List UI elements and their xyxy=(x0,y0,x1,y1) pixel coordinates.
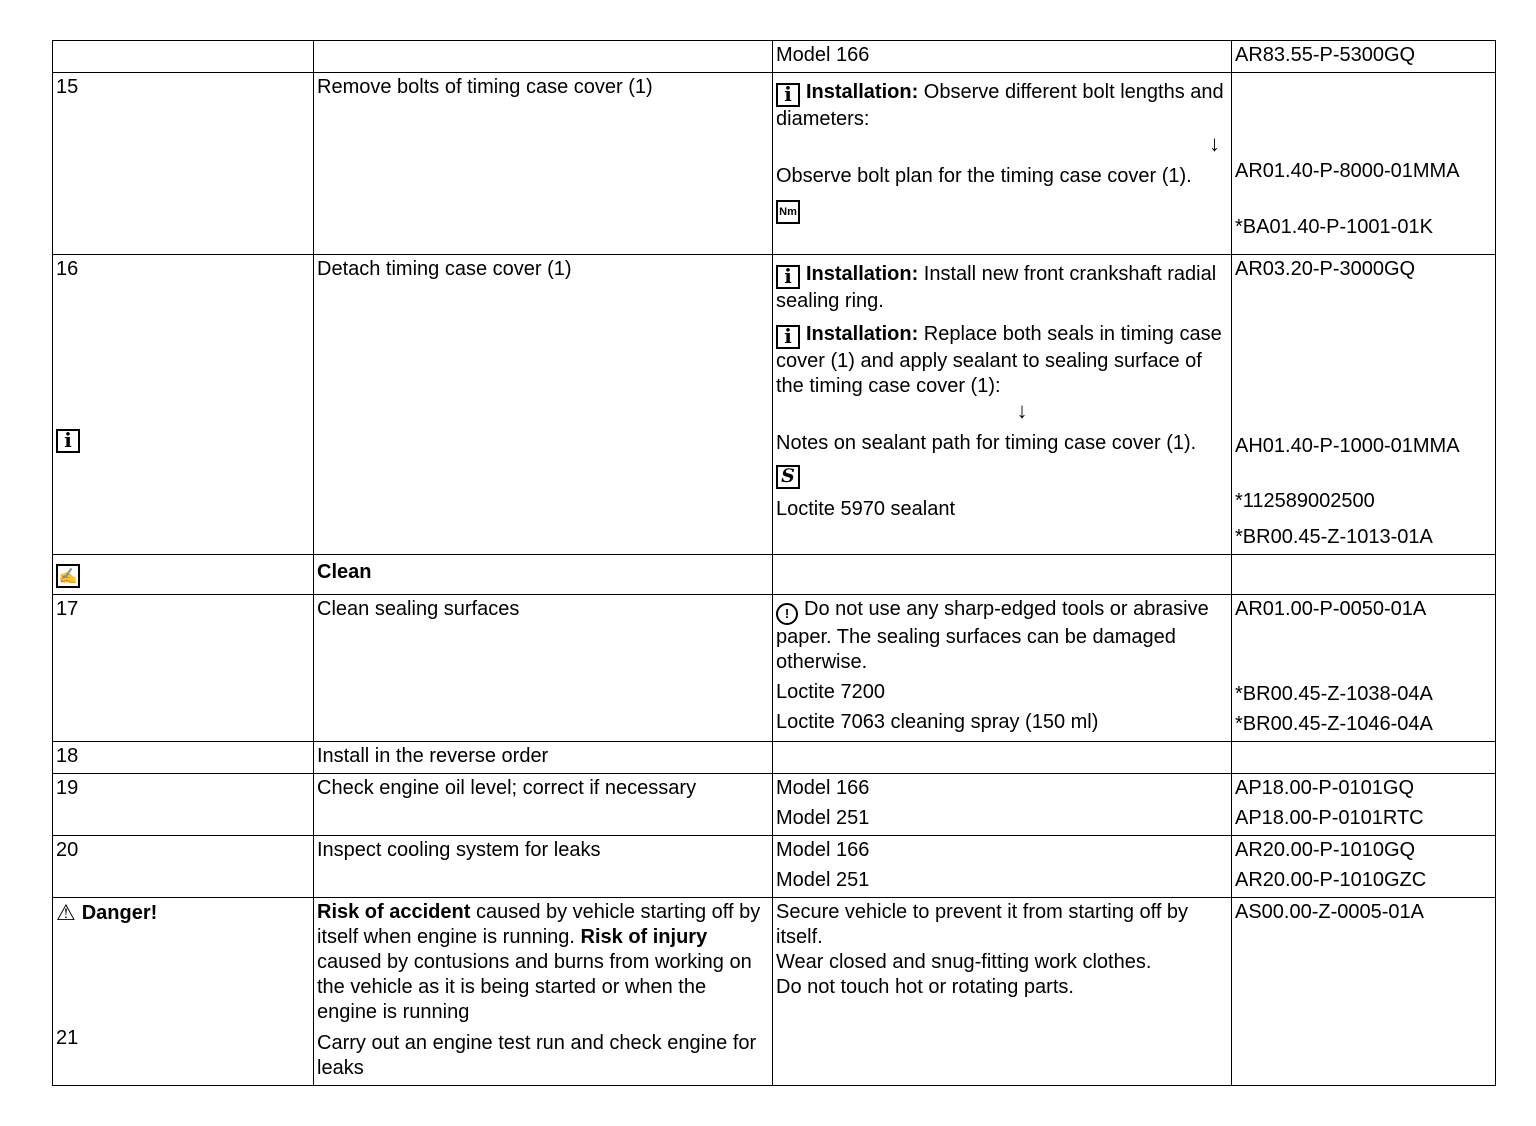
table-row xyxy=(53,774,1496,836)
reference-link[interactable]: AR20.00-P-1010GZC xyxy=(1235,869,1427,891)
table-row xyxy=(53,836,1496,898)
torque-icon: Nm xyxy=(776,200,800,224)
info-icon: i xyxy=(56,429,80,453)
reference-link[interactable]: AR01.00-P-0050-01A xyxy=(1235,598,1427,620)
reference-link[interactable]: *BR00.45-Z-1046-04A xyxy=(1235,713,1433,735)
reference-link[interactable]: AP18.00-P-0101RTC xyxy=(1235,807,1424,829)
info-icon: i xyxy=(776,325,800,349)
reference-link[interactable]: *BR00.45-Z-1038-04A xyxy=(1235,683,1433,705)
risk-text: caused by contusions and burns from working on the vehicle as it is being started or when the engine is running xyxy=(317,951,752,1023)
note-text: Install new front crankshaft radial sealing ring. xyxy=(776,263,1217,312)
step-number: 16 xyxy=(56,258,79,280)
special-tool-icon: S xyxy=(776,465,800,489)
step-task: Check engine oil level; correct if necessary xyxy=(317,777,697,799)
step-number: 19 xyxy=(56,777,79,799)
model-label: Model 251 xyxy=(776,869,870,891)
reference-link[interactable]: AS00.00-Z-0005-01A xyxy=(1235,901,1425,923)
step-number: 20 xyxy=(56,839,79,861)
step-number: 15 xyxy=(56,76,79,98)
model-label: Model 166 xyxy=(776,777,870,799)
procedure-table xyxy=(52,40,1496,1086)
step-task: Install in the reverse order xyxy=(317,745,549,767)
reference-link[interactable]: AP18.00-P-0101GQ xyxy=(1235,777,1414,799)
step-task: Detach timing case cover (1) xyxy=(317,258,572,280)
stop-warning-icon: ! xyxy=(776,603,798,625)
table-row xyxy=(53,898,1496,1086)
risk-title: Risk of injury xyxy=(580,926,708,948)
table-row xyxy=(53,73,1496,255)
table-row xyxy=(53,255,1496,555)
note-text: Notes on sealant path for timing case cover (1). xyxy=(776,432,1197,454)
info-icon: i xyxy=(776,83,800,107)
table-row xyxy=(53,41,1496,73)
model-label: Model 251 xyxy=(776,807,870,829)
reference-link[interactable]: *BR00.45-Z-1013-01A xyxy=(1235,526,1433,548)
section-title: Clean xyxy=(317,561,372,583)
step-number: 21 xyxy=(56,1027,79,1049)
model-label: Model 166 xyxy=(776,44,870,66)
safety-measure: Secure vehicle to prevent it from starting off by itself. xyxy=(776,901,1189,948)
note-label: Installation: xyxy=(806,323,919,345)
cleaning-icon: ✍ xyxy=(56,564,80,588)
reference-link[interactable]: AR01.40-P-8000-01MMA xyxy=(1235,160,1460,182)
arrow-down-icon: ↓ xyxy=(1016,398,1028,423)
warning-triangle-icon: ⚠ xyxy=(56,900,76,925)
material-text: Loctite 7063 cleaning spray (150 ml) xyxy=(776,711,1099,733)
danger-description xyxy=(317,900,769,1025)
step-task: Carry out an engine test run and check engine for leaks xyxy=(317,1032,757,1079)
table-row xyxy=(53,555,1496,595)
note-text: Replace both seals in timing case cover (1) and apply sealant to sealing surface of the timing case cover (1): xyxy=(776,323,1222,397)
step-number: 18 xyxy=(56,745,79,767)
note-text: Do not use any sharp-edged tools or abrasive paper. The sealing surfaces can be damaged otherwise. xyxy=(776,598,1209,673)
step-task: Inspect cooling system for leaks xyxy=(317,839,601,861)
note-text: Observe bolt plan for the timing case cover (1). xyxy=(776,165,1192,187)
note-label: Installation: xyxy=(806,263,919,285)
safety-measure: Wear closed and snug-fitting work clothes. xyxy=(776,951,1152,973)
table-row xyxy=(53,742,1496,774)
risk-title: Risk of accident xyxy=(317,901,471,923)
reference-link[interactable]: AH01.40-P-1000-01MMA xyxy=(1235,435,1460,457)
safety-measure: Do not touch hot or rotating parts. xyxy=(776,976,1074,998)
reference-link[interactable]: AR20.00-P-1010GQ xyxy=(1235,839,1416,861)
arrow-down-icon: ↓ xyxy=(1209,131,1220,156)
step-task: Remove bolts of timing case cover (1) xyxy=(317,76,653,98)
reference-link[interactable]: AR83.55-P-5300GQ xyxy=(1235,44,1416,66)
reference-link[interactable]: *BA01.40-P-1001-01K xyxy=(1235,216,1433,238)
step-task: Clean sealing surfaces xyxy=(317,598,520,620)
material-text: Loctite 7200 xyxy=(776,681,885,703)
step-number: 17 xyxy=(56,598,79,620)
risk-text: caused by vehicle starting off by itself when engine is running. xyxy=(317,901,761,948)
note-text: Observe different bolt lengths and diameters: xyxy=(776,81,1224,130)
info-icon: i xyxy=(776,265,800,289)
reference-link[interactable]: *112589002500 xyxy=(1235,490,1375,512)
model-label: Model 166 xyxy=(776,839,870,861)
material-text: Loctite 5970 sealant xyxy=(776,498,956,520)
danger-label: Danger! xyxy=(81,902,158,924)
reference-link[interactable]: AR03.20-P-3000GQ xyxy=(1235,258,1416,280)
note-label: Installation: xyxy=(806,81,919,103)
table-row xyxy=(53,595,1496,742)
